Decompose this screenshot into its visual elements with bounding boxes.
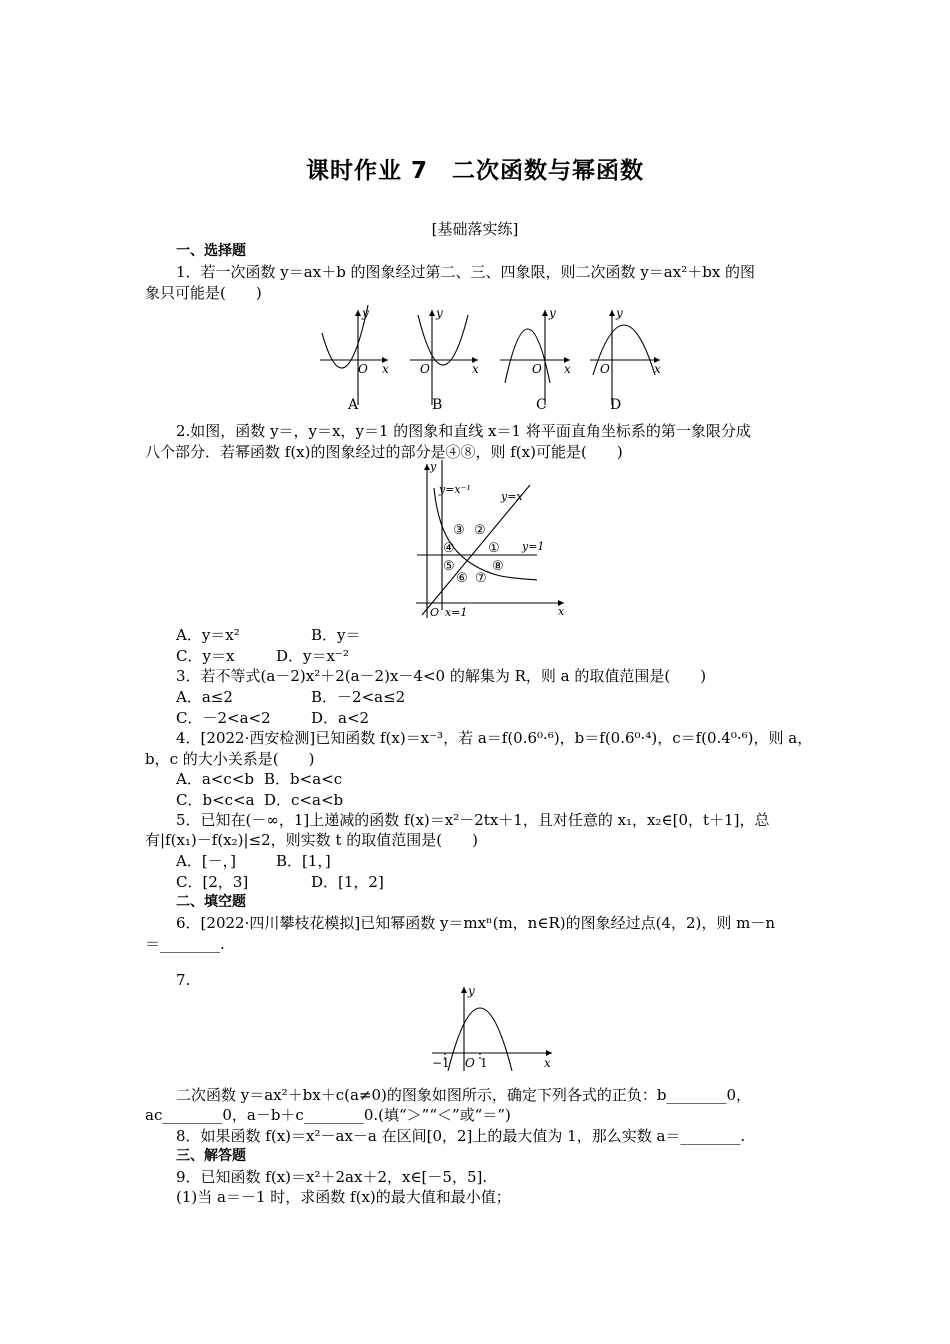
q4-option-b[interactable]: B．b<a<c xyxy=(264,770,343,788)
q6-text-line1: 6．[2022·四川攀枝花模拟]已知幂函数 y＝mxⁿ(m，n∈R)的图象经过点(4，2)，则 m－n xyxy=(176,914,776,932)
graph-d-origin: O xyxy=(600,362,610,376)
q4-option-d[interactable]: D．c<a<b xyxy=(264,791,344,809)
region-8: ⑧ xyxy=(492,559,504,574)
graph-a-x-label: x xyxy=(382,362,389,376)
graph-c-origin: O xyxy=(532,362,542,376)
q2-text-line1: 2.如图，函数 y＝，y＝x，y＝1 的图象和直线 x＝1 将平面直角坐标系的第一象限分成 xyxy=(176,422,751,440)
q2-region-figure xyxy=(412,460,572,620)
q2-option-a[interactable]: A．y＝x² xyxy=(176,626,240,644)
line-y-eq-x xyxy=(422,485,530,615)
page-title: 课时作业 7 二次函数与幂函数 xyxy=(305,158,644,184)
q2-option-b[interactable]: B．y＝ xyxy=(311,626,361,644)
graph-a-y-label: y xyxy=(362,306,369,320)
q5-option-d[interactable]: D．[1，2] xyxy=(311,873,384,891)
label-y-eq-x: y=x xyxy=(501,490,523,503)
q2-origin: O xyxy=(430,606,440,619)
q7-y-label: y xyxy=(468,984,475,998)
region-7: ⑦ xyxy=(475,571,487,586)
section-heading-solve: 三、解答题 xyxy=(176,1148,246,1164)
section-heading-choice: 一、选择题 xyxy=(176,243,246,259)
q9-text-line1: 9．已知函数 f(x)＝x²＋2ax＋2，x∈[－5，5]. xyxy=(176,1168,488,1186)
label-x-eq-1: x=1 xyxy=(445,606,468,619)
q1-text-line1: 1．若一次函数 y＝ax＋b 的图象经过第二、三、四象限，则二次函数 y＝ax²＋bx 的图 xyxy=(176,263,756,281)
q7-origin: O xyxy=(465,1056,475,1070)
q5-options-row2 xyxy=(176,872,838,892)
q4-options-row1 xyxy=(176,769,838,789)
q3-option-a[interactable]: A．a≤2 xyxy=(176,688,233,706)
q5-options-row1 xyxy=(176,851,838,871)
section-heading-fill: 二、填空题 xyxy=(176,894,246,910)
q3-text-line1: 3．若不等式(a－2)x²＋2(a－2)x－4<0 的解集为 R，则 a 的取值范围是( ) xyxy=(176,667,707,685)
q6-text-line2: ＝________. xyxy=(145,935,225,953)
q8-text-line1: 8．如果函数 f(x)＝x²－ax－a 在区间[0，2]上的最大值为 1，那么实数 a＝________. xyxy=(176,1127,746,1145)
q5-option-a[interactable]: A．[－，] xyxy=(176,852,237,870)
graph-c-y-label: y xyxy=(549,306,556,320)
q5-option-b[interactable]: B．[1，] xyxy=(276,852,331,870)
graph-c-parabola xyxy=(505,329,550,383)
graph-label-c: C xyxy=(536,397,547,413)
graph-label-d: D xyxy=(610,397,622,413)
q3-option-b[interactable]: B．－2<a≤2 xyxy=(311,688,406,706)
graph-label-b: B xyxy=(432,397,443,413)
graph-a-origin: O xyxy=(358,362,368,376)
graph-b-origin: O xyxy=(420,362,430,376)
region-5: ⑤ xyxy=(443,559,455,574)
region-6: ⑥ xyxy=(456,571,468,586)
q7-label-neg1: −1 xyxy=(432,1056,450,1070)
q2-options-row1 xyxy=(176,625,838,645)
q5-option-c[interactable]: C．[2，3] xyxy=(176,873,249,891)
q2-x-label: x xyxy=(558,605,565,618)
q2-option-c[interactable]: C．y＝x xyxy=(176,647,235,665)
q5-text-line2: 有|f(x₁)－f(x₂)|≤2，则实数 t 的取值范围是( ) xyxy=(145,831,478,849)
q9-text-line2: (1)当 a＝－1 时，求函数 f(x)的最大值和最小值； xyxy=(176,1188,511,1206)
q7-x-label: x xyxy=(544,1056,551,1070)
graph-d-x-label: x xyxy=(654,362,661,376)
q2-text-line2: 八个部分．若幂函数 f(x)的图象经过的部分是④⑧，则 f(x)可能是( ) xyxy=(145,443,623,461)
label-y-eq-1: y=1 xyxy=(522,540,545,553)
q1-text-line2: 象只可能是( ) xyxy=(145,284,262,302)
q7-text-line1: 二次函数 y＝ax²＋bx＋c(a≠0)的图象如图所示，确定下列各式的正负：b________0， xyxy=(176,1086,752,1104)
q4-options-row2 xyxy=(176,790,838,810)
label-y-inv: y=x⁻¹ xyxy=(439,483,471,496)
q4-text-line2: b，c 的大小关系是( ) xyxy=(145,750,315,768)
q4-option-a[interactable]: A．a<c<b xyxy=(176,770,254,788)
q3-options-row1 xyxy=(176,687,838,707)
graph-b-parabola xyxy=(418,315,468,365)
graph-b-x-label: x xyxy=(472,362,479,376)
q7-number: 7. xyxy=(176,971,191,989)
q2-options-row2 xyxy=(176,646,838,666)
graph-label-a: A xyxy=(348,397,359,413)
q2-option-d[interactable]: D．y＝x⁻² xyxy=(276,647,349,665)
q7-parabola-figure xyxy=(428,983,558,1078)
q3-options-row2 xyxy=(176,708,838,728)
region-4: ④ xyxy=(443,541,455,556)
region-2: ② xyxy=(474,523,486,538)
q7-label-one: 1 xyxy=(480,1056,488,1070)
q5-text-line1: 5．已知在(－∞，1]上递减的函数 f(x)＝x²－2tx＋1，且对任意的 x₁，x₂∈[0，t＋1]，总 xyxy=(176,811,770,829)
q4-option-c[interactable]: C．b<c<a xyxy=(176,791,255,809)
graph-d-y-label: y xyxy=(616,306,623,320)
q3-option-d[interactable]: D．a<2 xyxy=(311,709,370,727)
q1-graph-options xyxy=(300,305,680,417)
q2-y-label: y xyxy=(430,460,437,473)
q4-text-line1: 4．[2022·西安检测]已知函数 f(x)＝x⁻³，若 a＝f(0.6⁰·⁶)，b＝f(0.6⁰·⁴)，c＝f(0.4⁰·⁶)，则 a， xyxy=(176,729,813,747)
q7-text-line2: ac________0，a－b＋c________0.(填“＞”“＜”或“＝”) xyxy=(145,1106,511,1124)
graph-b-y-label: y xyxy=(436,306,443,320)
graph-c-x-label: x xyxy=(564,362,571,376)
region-1: ① xyxy=(488,541,500,556)
subtitle: [基础落实练] xyxy=(431,220,519,238)
region-3: ③ xyxy=(453,523,465,538)
q3-option-c[interactable]: C．－2<a<2 xyxy=(176,709,271,727)
